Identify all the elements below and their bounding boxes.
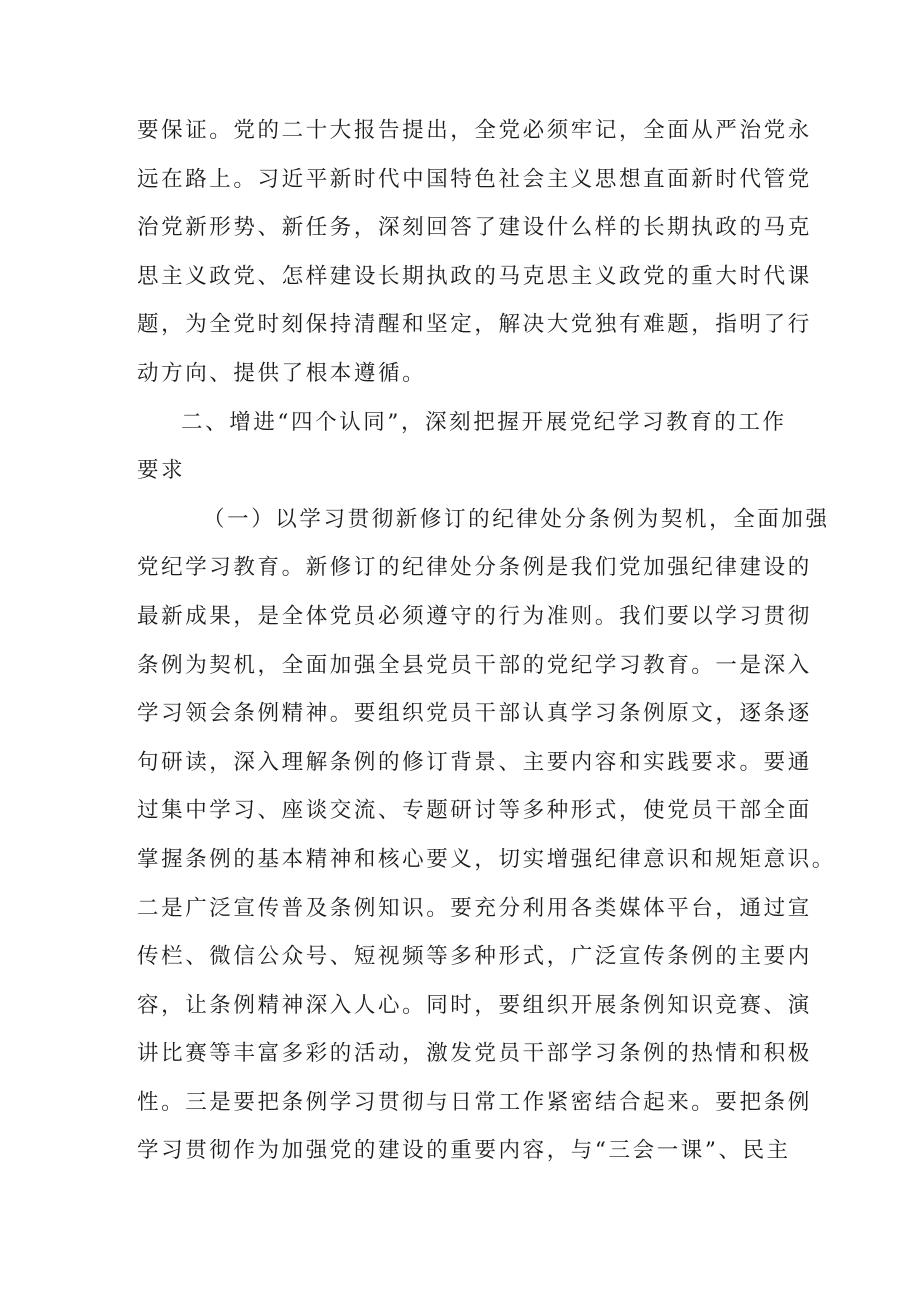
text-line: 二是广泛宣传普及条例知识。要充分利用各类媒体平台，通过宣 bbox=[137, 895, 812, 921]
text-line: 掌握条例的基本精神和核心要义，切实增强纪律意识和规矩意识。 bbox=[137, 846, 836, 872]
text-line: 条例为契机，全面加强全县党员干部的党纪学习教育。一是深入 bbox=[137, 652, 812, 678]
text-line: 动方向、提供了根本遵循。 bbox=[137, 360, 427, 386]
text-line: 题，为全党时刻保持清醒和坚定，解决大党独有难题，指明了行 bbox=[137, 312, 812, 338]
text-line: 治党新形势、新任务，深刻回答了建设什么样的长期执政的马克 bbox=[137, 215, 812, 241]
text-line: 容，让条例精神深入人心。同时，要组织开展条例知识竞赛、演 bbox=[137, 992, 812, 1018]
text-line: 远在路上。习近平新时代中国特色社会主义思想直面新时代管党 bbox=[137, 166, 812, 192]
section-heading-continued: 要求 bbox=[137, 458, 186, 484]
text-line: 过集中学习、座谈交流、专题研讨等多种形式，使党员干部全面 bbox=[137, 798, 812, 824]
body-text bbox=[137, 107, 836, 1176]
text-line: 要保证。党的二十大报告提出，全党必须牢记，全面从严治党永 bbox=[137, 118, 812, 143]
text-line: 传栏、微信公众号、短视频等多种形式，广泛宣传条例的主要内 bbox=[137, 944, 812, 970]
section-heading: 二、增进“四个认同”，深刻把握开展党纪学习教育的工作 bbox=[181, 409, 787, 435]
text-line: 思主义政党、怎样建设长期执政的马克思主义政党的重大时代课 bbox=[137, 263, 812, 289]
text-line: 讲比赛等丰富多彩的活动，激发党员干部学习条例的热情和积极 bbox=[137, 1041, 812, 1067]
subsection-heading: （一）以学习贯彻新修订的纪律处分条例为契机，全面加强 bbox=[203, 506, 830, 532]
text-line: 性。三是要把条例学习贯彻与日常工作紧密结合起来。要把条例 bbox=[137, 1089, 812, 1115]
text-line: 学习贯彻作为加强党的建设的重要内容，与“三会一课”、民主 bbox=[137, 1138, 791, 1164]
text-line: 句研读，深入理解条例的修订背景、主要内容和实践要求。要通 bbox=[137, 749, 812, 775]
text-line: 学习领会条例精神。要组织党员干部认真学习条例原文，逐条逐 bbox=[137, 701, 812, 727]
text-line: 党纪学习教育。新修订的纪律处分条例是我们党加强纪律建设的 bbox=[137, 555, 812, 581]
text-line: 最新成果，是全体党员必须遵守的行为准则。我们要以学习贯彻 bbox=[137, 603, 812, 629]
